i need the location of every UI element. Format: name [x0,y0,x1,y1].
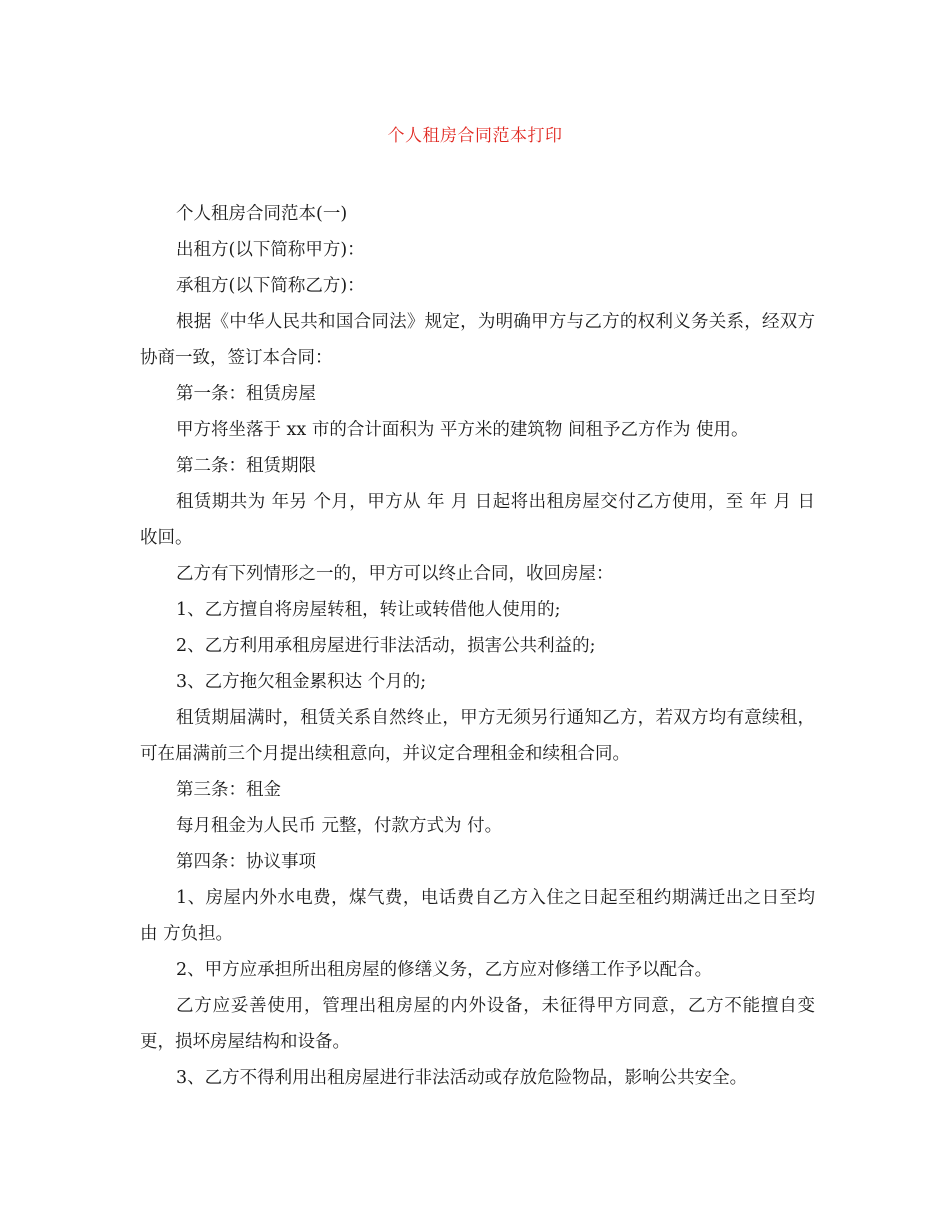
paragraph-contract-heading: 个人租房合同范本(一) [176,204,348,224]
paragraph-lessee: 承租方(以下简称乙方)： [176,276,365,296]
article-1-body: 甲方将坐落于 xx 市的合计面积为 平方米的建筑物 间租予乙方作为 使用。 [176,420,749,440]
article-4-maintenance: 乙方应妥善使用，管理出租房屋的内外设备，未征得甲方同意，乙方不能擅自变更，损坏房屋结构和设备。 [140,996,815,1052]
article-2-heading: 第二条：租赁期限 [176,456,316,476]
article-4-item-2: 2、甲方应承担所出租房屋的修缮义务，乙方应对修缮工作予以配合。 [176,960,713,980]
article-4-item-3: 3、乙方不得利用出租房屋进行非法活动或存放危险物品，影响公共安全。 [176,1068,748,1088]
article-2-item-1: 1、乙方擅自将房屋转租，转让或转借他人使用的; [176,600,561,620]
article-2-item-2: 2、乙方利用承租房屋进行非法活动，损害公共利益的; [176,636,596,656]
article-2-termination-intro: 乙方有下列情形之一的，甲方可以终止合同，收回房屋： [176,564,614,584]
document-title: 个人租房合同范本打印 [387,126,563,146]
article-3-body: 每月租金为人民币 元整，付款方式为 付。 [176,816,503,836]
paragraph-preamble: 根据《中华人民共和国合同法》规定，为明确甲方与乙方的权利义务关系，经双方协商一致，签订本合同： [140,312,815,368]
article-2-item-3: 3、乙方拖欠租金累积达 个月的; [176,672,427,692]
article-2-term: 租赁期共为 年另 个月，甲方从 年 月 日起将出租房屋交付乙方使用，至 年 月 日收回。 [140,492,815,548]
article-4-item-1: 1、房屋内外水电费，煤气费，电话费自乙方入住之日起至租约期满迁出之日至均由 方负担。 [140,888,815,944]
document-body [140,196,815,1096]
article-3-heading: 第三条：租金 [176,780,281,800]
article-4-heading: 第四条：协议事项 [176,852,316,872]
article-1-heading: 第一条：租赁房屋 [176,384,316,404]
paragraph-lessor: 出租方(以下简称甲方)： [176,240,365,260]
article-2-expiry: 租赁期届满时，租赁关系自然终止，甲方无须另行通知乙方，若双方均有意续租，可在届满前三个月提出续租意向，并议定合理租金和续租合同。 [140,708,815,764]
